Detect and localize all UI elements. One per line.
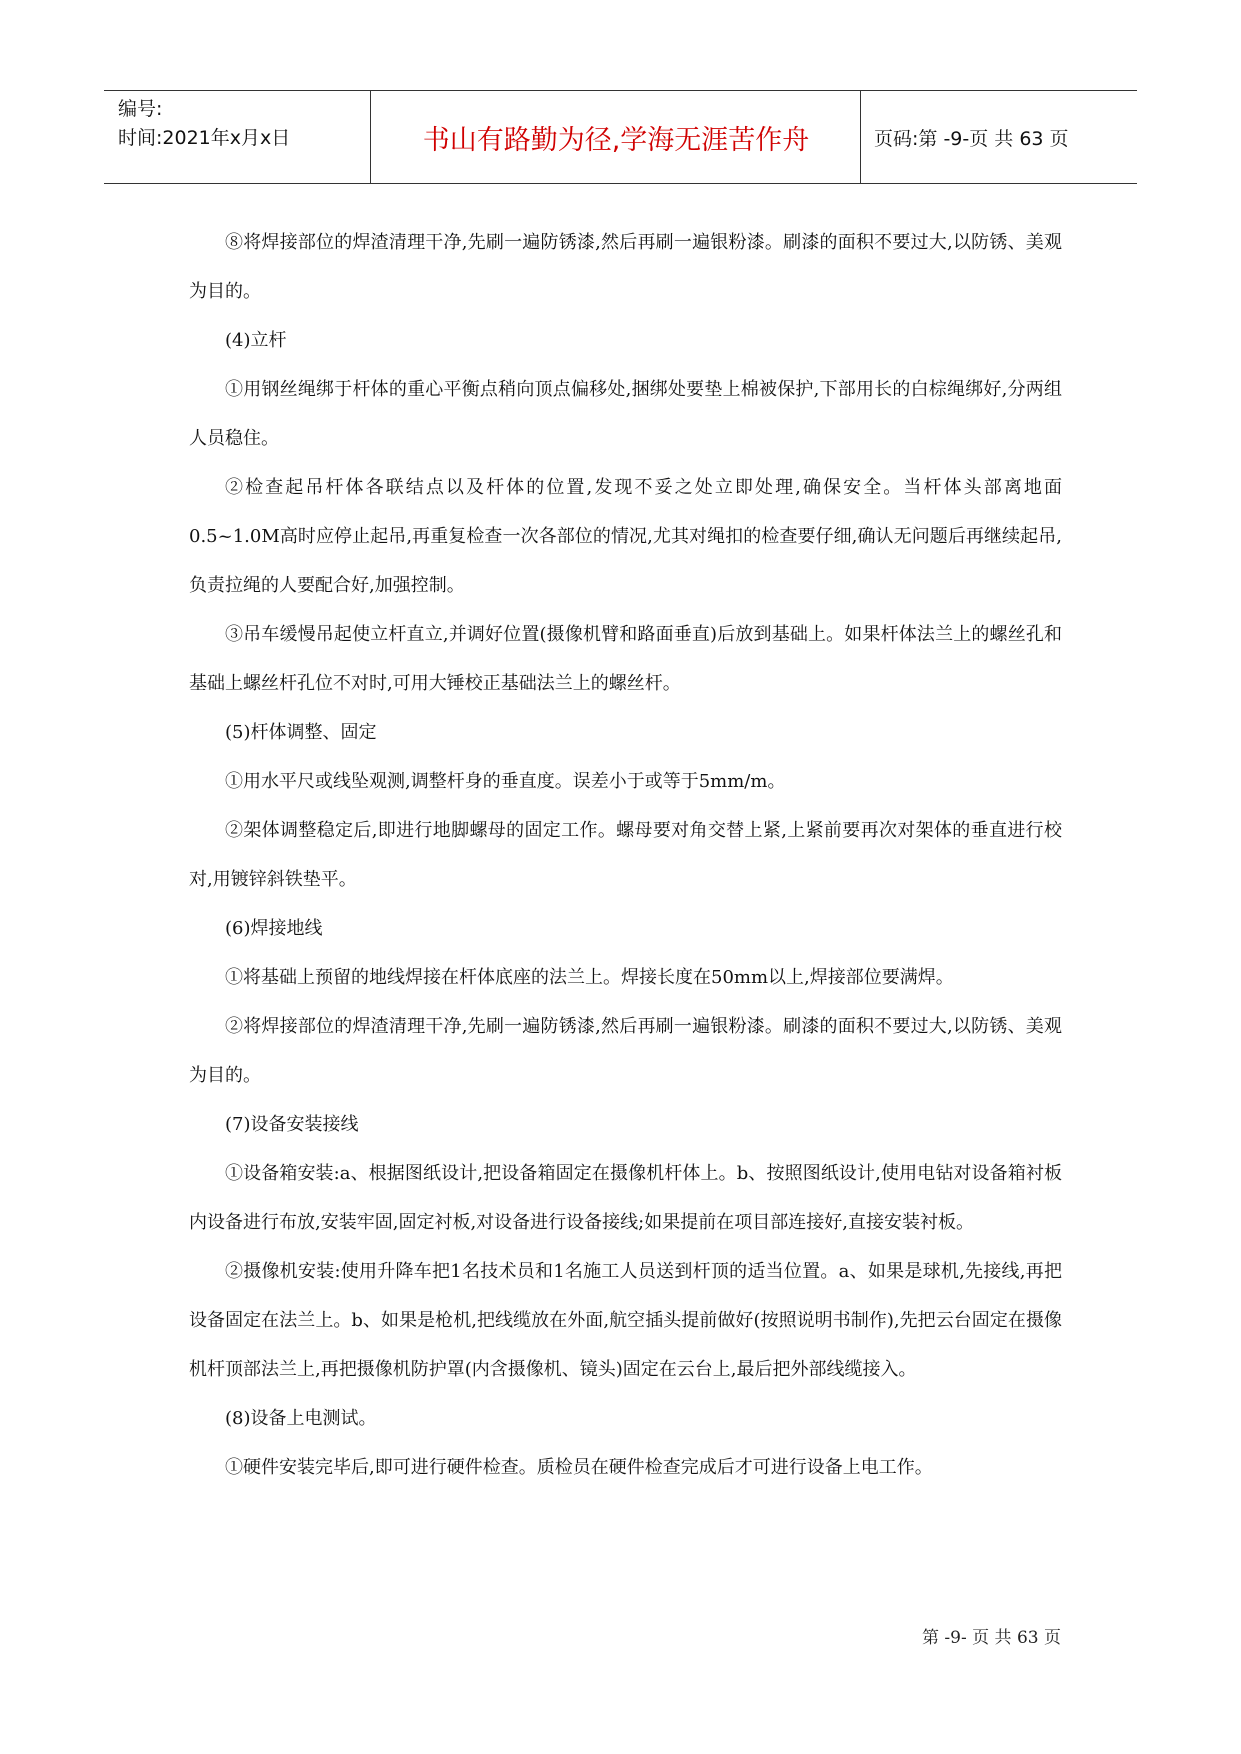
header-divider-right — [860, 91, 861, 183]
header-page-number: 页码:第 -9-页 共 63 页 — [874, 127, 1069, 150]
serial-number-label: 编号: — [118, 98, 163, 120]
header-divider-left — [370, 91, 371, 183]
document-body — [189, 218, 1062, 1492]
page-header — [104, 90, 1137, 184]
header-meta — [118, 95, 290, 153]
paragraph: ③吊车缓慢吊起使立杆直立,并调好位置(摄像机臂和路面垂直)后放到基础上。如果杆体法兰上的螺丝孔和基础上螺丝杆孔位不对时,可用大锤校正基础法兰上的螺丝杆。 — [189, 624, 1062, 694]
section-heading: (5)杆体调整、固定 — [225, 722, 377, 743]
section-heading: (4)立杆 — [225, 330, 287, 351]
paragraph: ⑧将焊接部位的焊渣清理干净,先刷一遍防锈漆,然后再刷一遍银粉漆。刷漆的面积不要过大,以防锈、美观为目的。 — [189, 232, 1062, 302]
paragraph: ②架体调整稳定后,即进行地脚螺母的固定工作。螺母要对角交替上紧,上紧前要再次对架体的垂直进行校对,用镀锌斜铁垫平。 — [189, 820, 1062, 890]
paragraph: ①用钢丝绳绑于杆体的重心平衡点稍向顶点偏移处,捆绑处要垫上棉被保护,下部用长的白棕绳绑好,分两组人员稳住。 — [189, 379, 1062, 449]
paragraph: ①用水平尺或线坠观测,调整杆身的垂直度。误差小于或等于5mm/m。 — [225, 771, 786, 792]
section-heading: (8)设备上电测试。 — [225, 1408, 377, 1429]
paragraph: ②摄像机安装:使用升降车把1名技术员和1名施工人员送到杆顶的适当位置。a、如果是球机,先接线,再把设备固定在法兰上。b、如果是枪机,把线缆放在外面,航空插头提前做好(按照说明书制作),先把云台固定在摄像机杆顶部法兰上,再把摄像机防护罩(内含摄像机、镜头)固定在云台上,最后把外部线缆接入。 — [189, 1261, 1062, 1380]
section-heading: (6)焊接地线 — [225, 918, 323, 939]
section-heading: (7)设备安装接线 — [225, 1114, 359, 1135]
page-footer: 第 -9- 页 共 63 页 — [922, 1628, 1061, 1648]
paragraph: ①设备箱安装:a、根据图纸设计,把设备箱固定在摄像机杆体上。b、按照图纸设计,使用电钻对设备箱衬板内设备进行布放,安装牢固,固定衬板,对设备进行设备接线;如果提前在项目部连接好,直接安装衬板。 — [189, 1163, 1062, 1233]
header-motto: 书山有路勤为径,学海无涯苦作舟 — [422, 124, 810, 156]
paragraph: ①将基础上预留的地线焊接在杆体底座的法兰上。焊接长度在50mm以上,焊接部位要满焊。 — [225, 967, 954, 988]
paragraph: ②检查起吊杆体各联结点以及杆体的位置,发现不妥之处立即处理,确保安全。当杆体头部离地面0.5~1.0M高时应停止起吊,再重复检查一次各部位的情况,尤其对绳扣的检查要仔细,确认无问题后再继续起吊,负责拉绳的人要配合好,加强控制。 — [189, 477, 1062, 596]
date-label: 时间:2021年x月x日 — [118, 127, 291, 149]
paragraph: ②将焊接部位的焊渣清理干净,先刷一遍防锈漆,然后再刷一遍银粉漆。刷漆的面积不要过大,以防锈、美观为目的。 — [189, 1016, 1062, 1086]
paragraph: ①硬件安装完毕后,即可进行硬件检查。质检员在硬件检查完成后才可进行设备上电工作。 — [225, 1457, 933, 1478]
